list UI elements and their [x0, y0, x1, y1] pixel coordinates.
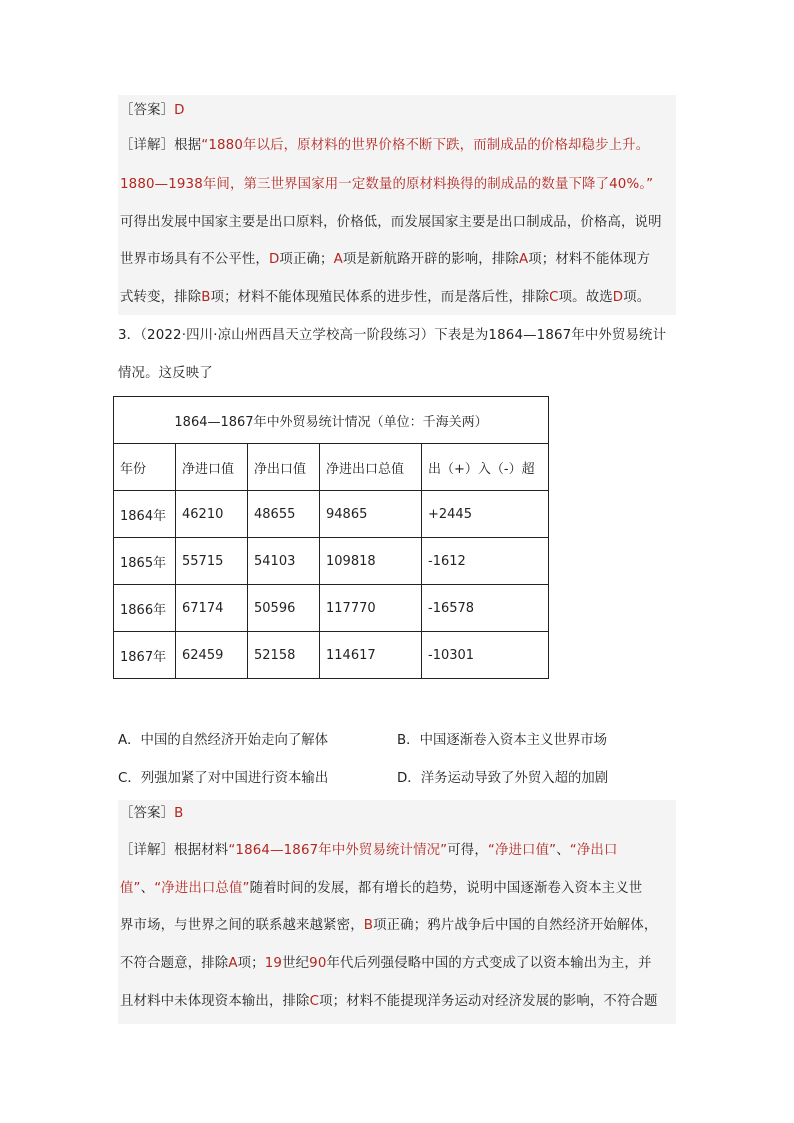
quote-text: “净进出口总值”	[154, 881, 250, 896]
option-b[interactable]: B．中国逐渐卷入资本主义世界市场	[397, 733, 608, 748]
option-ref: A	[333, 252, 343, 267]
trade-statistics-table	[113, 396, 549, 679]
detail-line-4	[120, 954, 676, 973]
answer-choice: B	[174, 806, 184, 821]
detail-line-3	[120, 916, 676, 935]
table-cell: -1612	[422, 538, 549, 585]
table-caption: 1864—1867年中外贸易统计情况（单位：千海关两）	[114, 397, 549, 444]
text: 项。	[623, 290, 651, 305]
table-row	[114, 491, 549, 538]
table-cell: 109818	[320, 538, 422, 585]
answer-line	[120, 804, 676, 823]
option-d[interactable]: D．洋务运动导致了外贸入超的加剧	[397, 771, 609, 786]
table-cell: 55715	[176, 538, 248, 585]
table-cell: 50596	[248, 585, 320, 632]
text: 项；材料不能体现方	[528, 252, 651, 267]
text: 世界市场具有不公平性，	[120, 252, 269, 267]
detail-line-5	[120, 288, 676, 307]
quote-text: “1880年以后，原材料的世界价格不断下跌，而制成品的价格却稳步上升。	[201, 138, 650, 153]
text: 且材料中未体现资本输出，排除	[120, 994, 310, 1009]
table-cell: +2445	[422, 491, 549, 538]
table-header-cell: 出（+）入（-）超	[422, 444, 549, 491]
answer-label: ［答案］	[120, 103, 175, 118]
table-cell: 67174	[176, 585, 248, 632]
table-header-row	[114, 444, 549, 491]
text: 随着时间的发展，都有增长的趋势，说明中国逐渐卷入资本主义世	[249, 881, 643, 896]
answer-line	[120, 101, 676, 120]
table-cell: 114617	[320, 632, 422, 679]
table-row	[114, 538, 549, 585]
table-row	[114, 585, 549, 632]
text: 界市场，与世界之间的联系越来越紧密，	[120, 918, 364, 933]
option-ref: D	[612, 290, 624, 305]
text: 年代后列强侵略中国的方式变成了以资本输出为主，并	[326, 956, 652, 971]
text: 项正确；鸦片战争后中国的自然经济开始解体，	[373, 918, 658, 933]
table-header-cell: 净进出口总值	[320, 444, 422, 491]
text: 世纪	[282, 956, 310, 971]
detail-line-2	[120, 879, 676, 898]
answer-block-q3	[118, 800, 676, 1024]
table-cell: 48655	[248, 491, 320, 538]
table-caption-row	[114, 397, 549, 444]
detail-line-5	[120, 992, 676, 1011]
table-cell: 94865	[320, 491, 422, 538]
table-row	[114, 632, 549, 679]
table-header-cell: 净进口值	[176, 444, 248, 491]
number-ref: 19	[264, 956, 283, 971]
question-3-stem-line-1: 3．（2022·四川·凉山州西昌天立学校高一阶段练习）下表是为1864—1867年中外贸易统计	[118, 328, 667, 343]
quote-text: 值”	[120, 881, 141, 896]
question-3-stem-line-2: 情况。这反映了	[118, 366, 213, 381]
text: 项正确；	[279, 252, 334, 267]
answer-block-q2	[118, 95, 676, 315]
option-ref: B	[363, 918, 374, 933]
option-ref: A	[518, 252, 529, 267]
text: 、	[140, 881, 155, 896]
text: 项是新航路开辟的影响，排除	[342, 252, 519, 267]
table-cell: 1867年	[114, 632, 176, 679]
detail-line-4	[120, 250, 676, 269]
detail-line-2: 1880—1938年间，第三世界国家用一定数量的原材料换得的制成品的数量下降了40%。”	[120, 177, 654, 192]
option-ref: C	[549, 290, 559, 305]
table-cell: 52158	[248, 632, 320, 679]
text: 项；	[237, 956, 265, 971]
table-cell: 1865年	[114, 538, 176, 585]
quote-text: “净出口	[569, 843, 618, 858]
table-cell: -10301	[422, 632, 549, 679]
option-a[interactable]: A．中国的自然经济开始走向了解体	[118, 733, 329, 748]
detail-line-1	[120, 136, 676, 155]
table-header-cell: 净出口值	[248, 444, 320, 491]
quote-text: “1864—1867年中外贸易统计情况”	[228, 843, 448, 858]
text: 项；材料不能提现洋务运动对经济发展的影响，不符合题	[319, 994, 658, 1009]
table-cell: 54103	[248, 538, 320, 585]
text: ［详解］根据材料	[120, 843, 229, 858]
detail-label: ［详解］根据	[120, 138, 202, 153]
table-cell: 62459	[176, 632, 248, 679]
table-cell: 1864年	[114, 491, 176, 538]
detail-line-3: 可得出发展中国家主要是出口原料，价格低，而发展国家主要是出口制成品，价格高，说明	[120, 215, 662, 230]
table-cell: 46210	[176, 491, 248, 538]
table-cell: 117770	[320, 585, 422, 632]
quote-text: “净进口值”	[487, 843, 557, 858]
text: 、	[556, 843, 570, 858]
option-ref: D	[268, 252, 280, 267]
text: 项。故选	[558, 290, 613, 305]
table-cell: 1866年	[114, 585, 176, 632]
answer-label: ［答案］	[120, 806, 175, 821]
table-header-cell: 年份	[114, 444, 176, 491]
option-c[interactable]: C．列强加紧了对中国进行资本输出	[118, 771, 329, 786]
option-ref: A	[228, 956, 238, 971]
text: 可得，	[447, 843, 488, 858]
text: 项；材料不能体现殖民体系的进步性，而是落后性，排除	[210, 290, 550, 305]
text: 不符合题意，排除	[120, 956, 229, 971]
option-ref: B	[201, 290, 211, 305]
answer-choice: D	[174, 103, 185, 118]
text: 式转变，排除	[120, 290, 202, 305]
detail-line-1	[120, 841, 676, 860]
number-ref: 90	[309, 956, 327, 971]
table-cell: -16578	[422, 585, 549, 632]
option-ref: C	[309, 994, 320, 1009]
